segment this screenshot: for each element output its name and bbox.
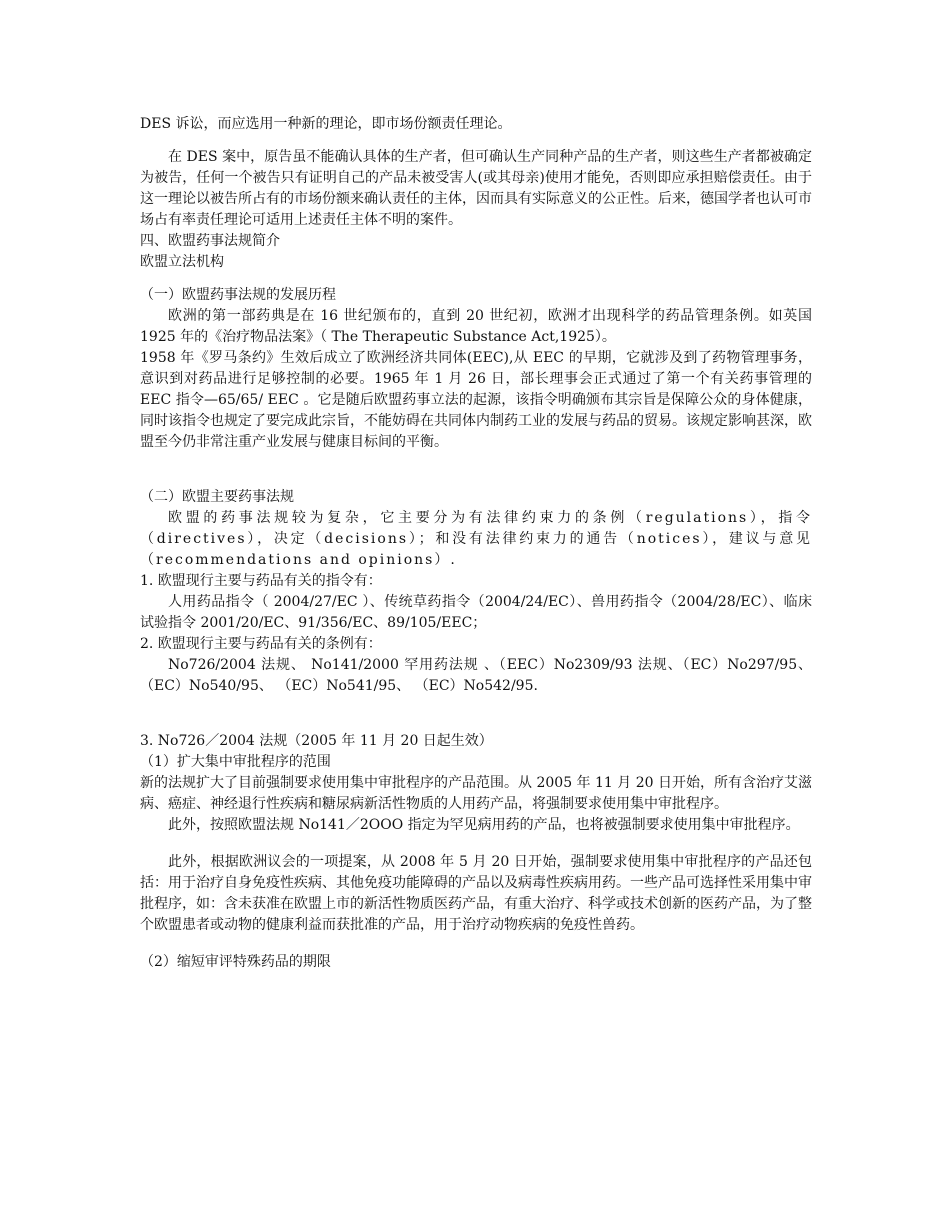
- paragraph-spacer: [140, 453, 812, 487]
- paragraph: 四、欧盟药事法规简介: [140, 233, 280, 249]
- paragraph: 1. 欧盟现行主要与药品有关的指令有：: [140, 573, 382, 589]
- paragraph: 1958 年《罗马条约》生效后成立了欧洲经济共同体(EEC),从 EEC 的早期，它就涉及到了药物管理事务，意识到对药品进行足够控制的必要。1965 年 1 月 26 日，部长理事会正式通过了第一个有关药事管理的 EEC 指令—65/65/ EEC 。它是随后欧盟药事立法的起源，该指令明确颁布其宗旨是保障公众的身体健康，同时该指令也规定了要完成此宗旨，不能妨碍在共同体内制药工业的发展与药品的贸易。该规定影响甚深，欧盟至今仍非常注重产业发展与健康目标间的平衡。: [140, 350, 812, 450]
- paragraph: 在 DES 案中，原告虽不能确认具体的生产者，但可确认生产同种产品的生产者，则这些生产者都被确定为被告，任何一个被告只有证明自己的产品未被受害人(或其母亲)使用才能免，否则即应承担赔偿责任。由于这一理论以被告所占有的市场份额来确认责任的主体，因而具有实际意义的公正性。后来，德国学者也认可市场占有率责任理论可适用上述责任主体不明的案件。: [140, 149, 812, 228]
- paragraph-spacer: [140, 135, 812, 147]
- paragraph: （1）扩大集中审批程序的范围: [140, 754, 331, 770]
- paragraph-spacer: [140, 836, 812, 852]
- paragraph: 2. 欧盟现行主要与药品有关的条例有：: [140, 636, 382, 652]
- paragraph: 欧盟立法机构: [140, 254, 224, 270]
- paragraph: （2）缩短审评特殊药品的期限: [140, 954, 331, 970]
- paragraph-spacer: [140, 273, 812, 285]
- paragraph: 欧盟的药事法规较为复杂，它主要分为有法律约束力的条例（regulations），指令（directives），决定（decisions）；和没有法律约束力的通告（notices），建议与意见（recommendations and opinions）.: [140, 510, 812, 568]
- paragraph: （一）欧盟药事法规的发展历程: [140, 287, 336, 303]
- paragraph: 欧洲的第一部药典是在 16 世纪颁布的，直到 20 世纪初，欧洲才出现科学的药品管理条例。如英国 1925 年的《治疗物品法案》（ The Therapeutic Substance Act,1925）。: [140, 308, 812, 345]
- document-body: [140, 114, 812, 973]
- paragraph: 此外，按照欧盟法规 No141／2OOO 指定为罕见病用药的产品，也将被强制要求使用集中审批程序。: [168, 817, 800, 833]
- paragraph-spacer: [140, 936, 812, 952]
- paragraph: 新的法规扩大了目前强制要求使用集中审批程序的产品范围。从 2005 年 11 月 20 日开始，所有含治疗艾滋病、癌症、神经退行性疾病和糖尿病新活性物质的人用药产品，将强制要求使用集中审批程序。: [140, 775, 812, 812]
- paragraph: No726/2004 法规、 No141/2000 罕用药法规 、（EEC）No2309/93 法规、（EC）No297/95、（EC）No540/95、 （EC）No541/95、 （EC）No542/95.: [140, 657, 812, 694]
- paragraph: DES 诉讼，而应选用一种新的理论，即市场份额责任理论。: [140, 116, 512, 132]
- paragraph: 人用药品指令（ 2004/27/EC ）、传统草药指令（2004/24/EC）、兽用药指令（2004/28/EC）、临床试验指令 2001/20/EC、91/356/EC、89/105/EEC；: [140, 594, 812, 631]
- paragraph: （二）欧盟主要药事法规: [140, 489, 294, 505]
- paragraph-spacer: [140, 697, 812, 731]
- paragraph: 此外，根据欧洲议会的一项提案，从 2008 年 5 月 20 日开始，强制要求使用集中审批程序的产品还包括：用于治疗自身免疫性疾病、其他免疫功能障碍的产品以及病毒性疾病用药。一些产品可选择性采用集中审批程序，如：含未获准在欧盟上市的新活性物质医药产品，有重大治疗、科学或技术创新的医药产品，为了整个欧盟患者或动物的健康利益而获批准的产品，用于治疗动物疾病的免疫性兽药。: [140, 854, 812, 933]
- paragraph: 3. No726／2004 法规（2005 年 11 月 20 日起生效）: [140, 733, 493, 749]
